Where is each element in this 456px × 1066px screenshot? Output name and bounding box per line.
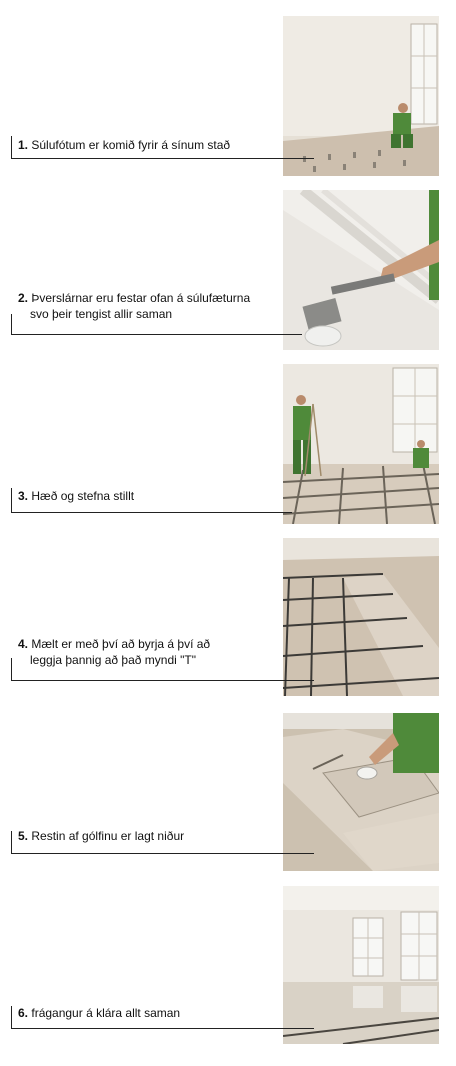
step-2-caption bbox=[12, 290, 250, 322]
step-3-number: 3. bbox=[18, 489, 29, 503]
step-2-text-line2: svo þeir tengist allir saman bbox=[30, 307, 173, 321]
step-2 bbox=[0, 180, 456, 360]
step-5-caption bbox=[12, 828, 184, 844]
step-6 bbox=[0, 880, 456, 1066]
step-5-number: 5. bbox=[18, 829, 29, 843]
step-2-text-line1: Þverslárnar eru festar ofan á súlufæturna bbox=[31, 291, 251, 305]
step-6-text: frágangur á klára allt saman bbox=[31, 1006, 181, 1020]
step-3-text: Hæð og stefna stillt bbox=[31, 489, 135, 503]
step-1-caption bbox=[12, 137, 230, 153]
step-4-caption bbox=[12, 636, 210, 668]
step-6-number: 6. bbox=[18, 1006, 29, 1020]
step-4-text-line1: Mælt er með því að byrja á því að bbox=[31, 637, 211, 651]
step-4-number: 4. bbox=[18, 637, 29, 651]
step-3-caption bbox=[12, 488, 134, 504]
step-3-photo bbox=[283, 364, 439, 524]
step-5-text: Restin af gólfinu er lagt niður bbox=[31, 829, 185, 843]
step-1-text: Súlufótum er komið fyrir á sínum stað bbox=[31, 138, 231, 152]
step-3 bbox=[0, 360, 456, 530]
step-6-caption bbox=[12, 1005, 180, 1021]
step-5 bbox=[0, 705, 456, 880]
step-1 bbox=[0, 0, 456, 180]
step-4-text-line2: leggja þannig að það myndi "T" bbox=[30, 653, 196, 667]
step-1-number: 1. bbox=[18, 138, 29, 152]
step-2-photo bbox=[283, 190, 439, 350]
step-4 bbox=[0, 530, 456, 705]
step-2-number: 2. bbox=[18, 291, 29, 305]
